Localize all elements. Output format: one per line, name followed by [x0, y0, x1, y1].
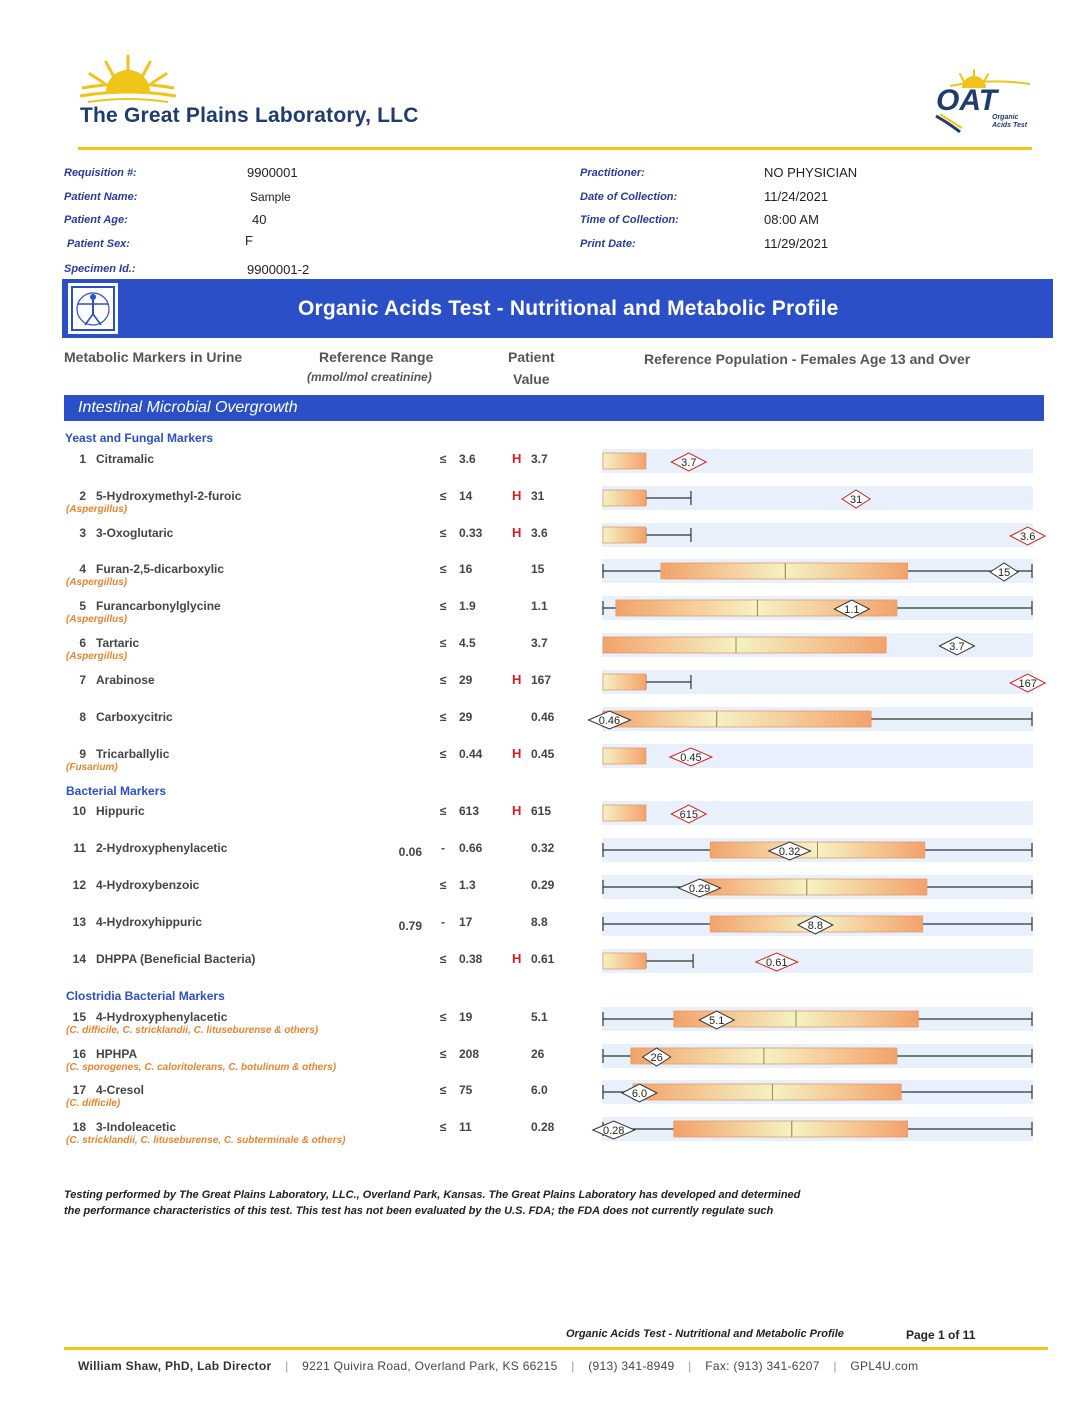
reference-operator: ≤ — [439, 878, 447, 892]
high-flag: H — [512, 672, 522, 687]
reference-high: 19 — [459, 1010, 473, 1024]
patient-value: 3.6 — [531, 526, 548, 540]
oat-logo-text: OAT — [936, 84, 998, 117]
population-box-upper — [764, 1048, 897, 1064]
reference-operator: ≤ — [439, 673, 447, 687]
patient-value-label: 0.61 — [766, 957, 788, 969]
reference-high: 16 — [459, 562, 473, 576]
footer-divider — [64, 1347, 1048, 1350]
marker-number: 4 — [79, 562, 86, 576]
population-box-lower — [661, 563, 785, 579]
reference-high: 4.5 — [459, 636, 476, 650]
population-box — [603, 748, 646, 764]
marker-number: 17 — [72, 1083, 86, 1097]
lab-director: William Shaw, PhD, Lab Director — [78, 1359, 272, 1373]
patient-value: 0.46 — [531, 710, 555, 724]
marker-organism: (Aspergillus) — [66, 651, 128, 662]
marker-organism: (Fusarium) — [66, 762, 118, 773]
reference-operator: ≤ — [439, 1083, 447, 1097]
marker-number: 18 — [72, 1120, 86, 1134]
specimen-value: 9900001-2 — [247, 262, 310, 277]
reference-high: 208 — [459, 1047, 480, 1061]
reference-operator: ≤ — [439, 452, 447, 466]
reference-high: 613 — [459, 804, 480, 818]
oat-logo-subtext: Organic Acids Test — [992, 114, 1028, 129]
marker-name: 4-Hydroxybenzoic — [96, 878, 200, 892]
population-box-upper — [736, 637, 886, 653]
patient-age-label: Patient Age: — [64, 214, 128, 226]
marker-number: 13 — [72, 915, 86, 929]
reference-high: 0.38 — [459, 952, 483, 966]
marker-organism: (Aspergillus) — [66, 504, 128, 515]
disclaimer-line-2: the performance characteristics of this test. This test has not been evaluated by the U.S. FDA; the FDA does not currently regulate such — [64, 1205, 774, 1217]
high-flag: H — [512, 951, 522, 966]
marker-name: DHPPA (Beneficial Bacteria) — [96, 952, 256, 966]
patient-value-label: 0.32 — [778, 846, 801, 858]
population-box-upper — [785, 563, 907, 579]
marker-number: 16 — [72, 1047, 86, 1061]
reference-low: 0.06 — [398, 845, 422, 859]
reference-operator: ≤ — [439, 804, 447, 818]
lab-website[interactable]: GPL4U.com — [850, 1359, 919, 1373]
patient-value: 0.61 — [531, 952, 555, 966]
practitioner-value: NO PHYSICIAN — [764, 165, 858, 180]
patient-value-label: 3.7 — [681, 457, 697, 469]
col-reference-unit: (mmol/mol creatinine) — [307, 370, 432, 384]
col-population-heading: Reference Population - Females Age 13 and Over — [644, 351, 971, 367]
reference-low: 0.79 — [398, 919, 422, 933]
patient-value: 26 — [531, 1047, 545, 1061]
patient-sex-label: Patient Sex: — [67, 238, 130, 250]
patient-value: 167 — [531, 673, 552, 687]
reference-high: 0.33 — [459, 526, 483, 540]
collection-time-value: 08:00 AM — [764, 212, 819, 227]
patient-value-label: 0.46 — [598, 715, 621, 727]
population-box-lower — [616, 600, 758, 616]
marker-name: 3-Indoleacetic — [96, 1120, 177, 1134]
marker-name: 4-Hydroxyhippuric — [96, 915, 203, 929]
population-box-lower — [603, 637, 736, 653]
patient-age-value: 40 — [252, 212, 267, 227]
marker-number: 12 — [72, 878, 86, 892]
reference-high: 3.6 — [459, 452, 476, 466]
patient-value: 1.1 — [531, 599, 548, 613]
lab-fax: Fax: (913) 341-6207 — [705, 1359, 820, 1373]
marker-number: 3 — [79, 526, 86, 540]
print-date-label: Print Date: — [580, 238, 636, 250]
population-box-upper — [818, 842, 925, 858]
reference-operator: ≤ — [439, 562, 447, 576]
reference-high: 17 — [459, 915, 473, 929]
group-title-yeast: Yeast and Fungal Markers — [65, 431, 214, 445]
collection-time-label: Time of Collection: — [580, 214, 679, 226]
marker-name: Tricarballylic — [96, 747, 170, 761]
reference-operator: - — [441, 915, 445, 929]
marker-number: 6 — [79, 636, 86, 650]
marker-name: Arabinose — [96, 673, 155, 687]
reference-operator: ≤ — [439, 636, 447, 650]
marker-number: 2 — [79, 489, 86, 503]
reference-high: 11 — [459, 1120, 472, 1134]
lab-name: The Great Plains Laboratory, LLC — [80, 104, 419, 127]
print-date-value: 11/29/2021 — [764, 236, 829, 251]
patient-value: 8.8 — [531, 915, 548, 929]
high-flag: H — [512, 488, 522, 503]
chart-row-track — [602, 449, 1033, 473]
reference-high: 1.3 — [459, 878, 476, 892]
population-box-lower — [674, 1121, 792, 1137]
marker-organism: (C. difficile) — [66, 1098, 121, 1109]
population-box-upper — [792, 1121, 908, 1137]
marker-organism: (Aspergillus) — [66, 614, 128, 625]
specimen-label: Specimen Id.: — [64, 263, 136, 275]
patient-name-value: Sample — [250, 190, 291, 204]
marker-number: 8 — [79, 710, 86, 724]
disclaimer-line-1: Testing performed by The Great Plains Laboratory, LLC., Overland Park, Kansas. The Great Plains Laboratory has developed and determined — [64, 1189, 801, 1201]
marker-number: 14 — [72, 952, 86, 966]
patient-value-label: 615 — [679, 809, 698, 821]
marker-name: HPHPA — [96, 1047, 138, 1061]
patient-value: 31 — [531, 489, 545, 503]
reference-high: 0.44 — [459, 747, 483, 761]
marker-number: 1 — [79, 452, 86, 466]
patient-value: 15 — [531, 562, 545, 576]
requisition-value: 9900001 — [247, 165, 298, 180]
marker-organism: (C. difficile, C. stricklandii, C. lituseburense & others) — [66, 1025, 319, 1036]
marker-name: 3-Oxoglutaric — [96, 526, 174, 540]
marker-name: Hippuric — [96, 804, 145, 818]
lab-phone: (913) 341-8949 — [588, 1359, 675, 1373]
group-title-clostridia: Clostridia Bacterial Markers — [66, 989, 225, 1003]
patient-value-label: 1.1 — [844, 604, 860, 616]
marker-name: Citramalic — [96, 452, 155, 466]
population-box — [603, 453, 646, 469]
population-box — [603, 490, 646, 506]
patient-value-label: 167 — [1018, 678, 1037, 690]
marker-name: 4-Hydroxyphenylacetic — [96, 1010, 228, 1024]
marker-organism: (C. sporogenes, C. caloritolerans, C. botulinum & others) — [66, 1062, 337, 1073]
banner-title: Organic Acids Test - Nutritional and Metabolic Profile — [298, 297, 839, 320]
lab-contact-bar: William Shaw, PhD, Lab Director | 9221 Quivira Road, Overland Park, KS 66215 | (913) 341-8949 | Fax: (913) 341-6207 | GPL4U.com — [78, 1359, 919, 1373]
testing-disclaimer — [64, 1187, 924, 1219]
patient-value: 0.28 — [531, 1120, 555, 1134]
high-flag: H — [512, 803, 522, 818]
marker-number: 10 — [72, 804, 86, 818]
patient-value-label: 6.0 — [631, 1088, 648, 1100]
marker-name: Carboxycitric — [96, 710, 173, 724]
col-value-heading: Value — [513, 371, 550, 387]
reference-high: 14 — [459, 489, 473, 503]
marker-name: Furan-2,5-dicarboxylic — [96, 562, 225, 576]
population-box-upper — [757, 600, 896, 616]
patient-name-label: Patient Name: — [64, 191, 138, 203]
reference-operator: ≤ — [439, 1010, 447, 1024]
marker-number: 5 — [79, 599, 86, 613]
patient-value-label: 3.7 — [949, 641, 965, 653]
practitioner-label: Practitioner: — [580, 167, 645, 179]
patient-value: 0.29 — [531, 878, 555, 892]
reference-high: 29 — [459, 673, 473, 687]
population-box-upper — [772, 1084, 901, 1100]
marker-number: 7 — [79, 673, 86, 687]
reference-high: 29 — [459, 710, 473, 724]
col-reference-heading: Reference Range — [319, 349, 434, 365]
population-box-upper — [796, 1011, 918, 1027]
reference-operator: ≤ — [439, 489, 447, 503]
high-flag: H — [512, 451, 522, 466]
patient-value-label: 31 — [849, 494, 863, 506]
marker-name: Furancarbonylglycine — [96, 599, 221, 613]
group-title-bacterial: Bacterial Markers — [66, 784, 167, 798]
patient-value-label: 8.8 — [807, 920, 824, 932]
chart-row-track — [602, 801, 1033, 825]
marker-name: 2-Hydroxyphenylacetic — [96, 841, 228, 855]
requisition-label: Requisition #: — [64, 167, 137, 179]
footer-report-title: Organic Acids Test - Nutritional and Metabolic Profile — [566, 1328, 844, 1340]
marker-name: 4-Cresol — [96, 1083, 145, 1097]
collection-date-value: 11/24/2021 — [764, 189, 829, 204]
patient-value: 6.0 — [531, 1083, 548, 1097]
population-box — [603, 953, 646, 969]
patient-value-label: 26 — [650, 1052, 663, 1064]
population-box-upper — [717, 711, 871, 727]
patient-value: 3.7 — [531, 636, 548, 650]
patient-value: 3.7 — [531, 452, 548, 466]
reference-operator: ≤ — [439, 1047, 447, 1061]
reference-operator: ≤ — [439, 1120, 447, 1134]
marker-number: 15 — [72, 1010, 86, 1024]
population-box — [603, 527, 646, 543]
population-box-lower — [674, 1011, 796, 1027]
reference-operator: ≤ — [439, 599, 447, 613]
marker-number: 9 — [79, 747, 86, 761]
high-flag: H — [512, 746, 522, 761]
section-title: Intestinal Microbial Overgrowth — [78, 399, 298, 416]
patient-value-label: 0.45 — [680, 752, 702, 764]
marker-name: Tartaric — [96, 636, 140, 650]
patient-value-label: 0.29 — [688, 883, 711, 895]
population-box — [603, 805, 646, 821]
patient-value-label: 5.1 — [709, 1015, 725, 1027]
high-flag: H — [512, 525, 522, 540]
population-box-upper — [807, 879, 927, 895]
reference-operator: ≤ — [439, 710, 447, 724]
patient-value-label: 0.28 — [603, 1125, 625, 1137]
patient-sex-value: F — [245, 233, 253, 248]
reference-high: 75 — [459, 1083, 473, 1097]
reference-operator: ≤ — [439, 747, 447, 761]
patient-value-label: 3.6 — [1020, 531, 1036, 543]
marker-organism: (Aspergillus) — [66, 577, 128, 588]
marker-name: 5-Hydroxymethyl-2-furoic — [96, 489, 242, 503]
population-box — [603, 674, 646, 690]
patient-value: 5.1 — [531, 1010, 548, 1024]
reference-high: 1.9 — [459, 599, 476, 613]
patient-value: 615 — [531, 804, 552, 818]
patient-value: 0.45 — [531, 747, 555, 761]
col-patient-heading: Patient — [508, 349, 555, 365]
reference-high: 0.66 — [459, 841, 483, 855]
patient-value: 0.32 — [531, 841, 555, 855]
marker-organism: (C. stricklandii, C. lituseburense, C. subterminale & others) — [66, 1135, 346, 1146]
marker-number: 11 — [73, 841, 86, 855]
reference-operator: ≤ — [439, 526, 447, 540]
patient-value-label: 15 — [997, 567, 1011, 579]
reference-operator: ≤ — [439, 952, 447, 966]
collection-date-label: Date of Collection: — [580, 191, 678, 203]
page-number: Page 1 of 11 — [906, 1328, 976, 1342]
reference-operator: - — [441, 841, 445, 855]
col-markers-heading: Metabolic Markers in Urine — [64, 349, 243, 365]
chart-row-track — [602, 744, 1033, 768]
lab-address: 9221 Quivira Road, Overland Park, KS 66215 — [302, 1359, 558, 1373]
